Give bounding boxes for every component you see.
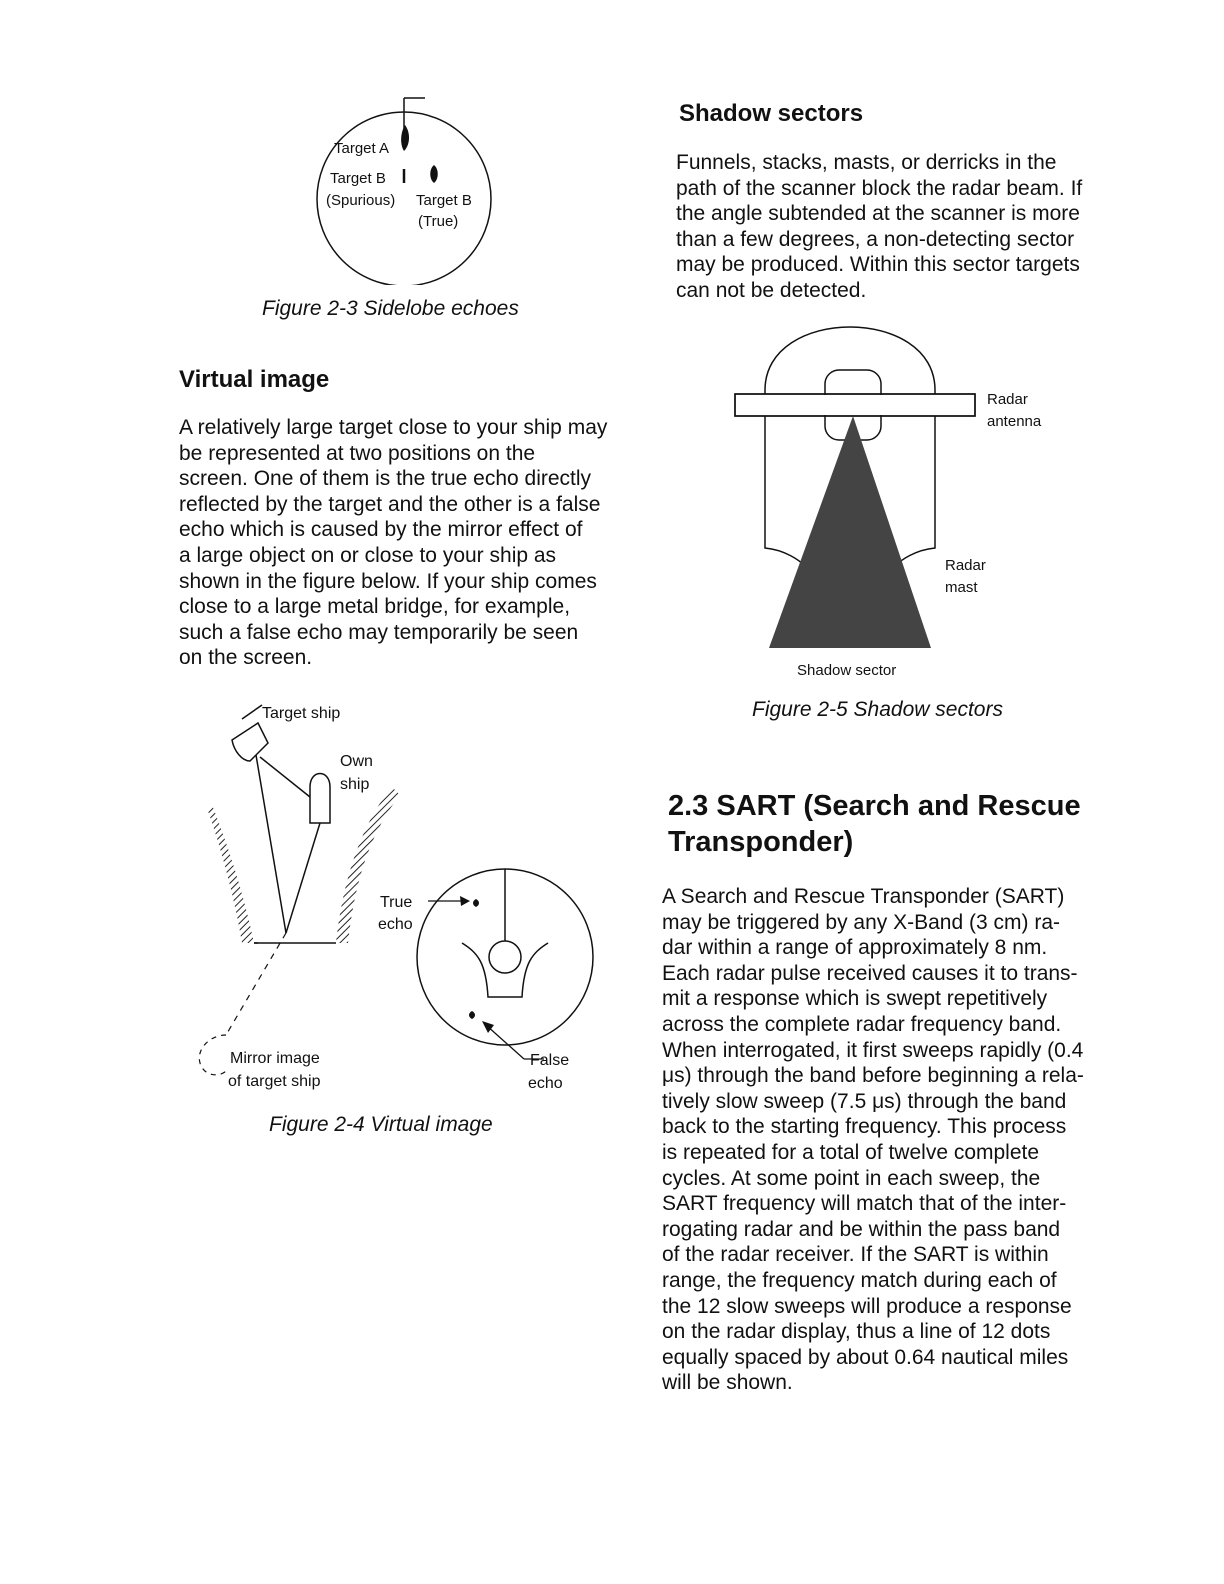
- text-line: Each radar pulse received causes it to trans-: [662, 961, 1078, 985]
- text-line: tively slow sweep (7.5 μs) through the band: [662, 1089, 1067, 1113]
- own-ship-marker: [489, 941, 521, 973]
- direct-path: [260, 757, 310, 797]
- label-own: Own: [340, 753, 373, 770]
- text-line: A relatively large target close to your ship may: [179, 416, 608, 439]
- label-true-echo: echo: [378, 916, 413, 933]
- label-false-echo: echo: [528, 1075, 563, 1092]
- text-line: than a few degrees, a non-detecting sector: [676, 227, 1075, 251]
- text-line: dar within a range of approximately 8 nm.: [662, 936, 1048, 960]
- text-line: mit a response which is swept repetitively: [662, 987, 1048, 1011]
- text-line: SART frequency will match that of the inter-: [662, 1192, 1067, 1216]
- text-line: such a false echo may temporarily be seen: [179, 620, 579, 644]
- label-radar-mast: Radar: [945, 557, 986, 574]
- figure-2-5-caption: Figure 2-5 Shadow sectors: [752, 698, 1003, 721]
- text-line: a large object on or close to your ship as: [179, 543, 557, 567]
- text-line: of the radar receiver. If the SART is within: [662, 1243, 1049, 1267]
- own-ship-icon: [310, 774, 330, 824]
- text-line: may be produced. Within this sector targets: [676, 253, 1080, 277]
- sart-heading: [668, 788, 1081, 860]
- label-mirror-image: Mirror image: [230, 1050, 320, 1067]
- mirror-dashed-path: [226, 933, 286, 1035]
- target-a-echo: [401, 125, 409, 151]
- reflection-path: [256, 755, 286, 933]
- text-line: on the screen.: [179, 646, 313, 670]
- label-of-target-ship: of target ship: [228, 1073, 321, 1090]
- label-target-ship: Target ship: [262, 705, 341, 722]
- virtual-image-heading: Virtual image: [179, 366, 330, 393]
- figure-2-3-caption: Figure 2-3 Sidelobe echoes: [262, 297, 519, 320]
- text-line: cycles. At some point in each sweep, the: [662, 1166, 1041, 1190]
- text-line: be represented at two positions on the: [179, 441, 536, 465]
- label-true: True: [380, 894, 413, 911]
- text-line: path of the scanner block the radar beam. If: [676, 176, 1083, 200]
- mirror-image-ship-icon: [199, 1035, 226, 1075]
- label-target-a: Target A: [334, 140, 390, 157]
- sart-heading-line: Transponder): [668, 826, 854, 858]
- text-line: When interrogated, it first sweeps rapidly (0.4: [662, 1038, 1084, 1062]
- text-line: back to the starting frequency. This process: [662, 1115, 1067, 1139]
- text-line: A Search and Rescue Transponder (SART): [662, 885, 1065, 908]
- text-line: μs) through the band before beginning a rela-: [662, 1064, 1084, 1088]
- virtual-image-paragraph: [179, 415, 629, 671]
- shadow-sectors-paragraph: [676, 150, 1126, 304]
- label-target-b-true: Target B: [416, 192, 472, 209]
- label-target-b-spurious: Target B: [330, 170, 386, 187]
- text-line: may be triggered by any X-Band (3 cm) ra-: [662, 910, 1060, 934]
- text-line: reflected by the target and the other is a false: [179, 492, 601, 516]
- text-line: is repeated for a total of twelve complete: [662, 1140, 1040, 1164]
- shadow-sectors-heading: Shadow sectors: [679, 100, 864, 127]
- text-line: rogating radar and be within the pass band: [662, 1217, 1061, 1241]
- true-echo-dot: [473, 899, 479, 907]
- false-echo-arrow: [486, 1025, 524, 1059]
- text-line: the 12 slow sweeps will produce a response: [662, 1294, 1072, 1318]
- text-line: on the radar display, thus a line of 12 dots: [662, 1320, 1051, 1344]
- text-line: close to a large metal bridge, for example,: [179, 595, 571, 619]
- label-radar: Radar: [987, 391, 1028, 408]
- text-line: equally spaced by about 0.64 nautical miles: [662, 1345, 1069, 1369]
- reflection-path: [286, 823, 320, 933]
- label-spurious: (Spurious): [326, 192, 396, 209]
- text-line: will be shown.: [662, 1371, 793, 1395]
- figure-2-4-virtual-image-diagram: [170, 695, 610, 1100]
- text-line: screen. One of them is the true echo directly: [179, 467, 592, 491]
- text-line: across the complete radar frequency band.: [662, 1012, 1062, 1036]
- text-line: shown in the figure below. If your ship comes: [179, 569, 597, 593]
- text-line: can not be detected.: [676, 278, 867, 302]
- label-ship: ship: [340, 776, 370, 793]
- figure-2-5-shadow-sector-diagram: [725, 318, 1065, 688]
- sart-paragraph: [662, 884, 1122, 1396]
- text-line: the angle subtended at the scanner is more: [676, 202, 1080, 226]
- text-line: echo which is caused by the mirror effect of: [179, 518, 583, 542]
- text-line: Funnels, stacks, masts, or derricks in the: [676, 151, 1057, 174]
- figure-2-4-caption: Figure 2-4 Virtual image: [269, 1113, 493, 1136]
- label-true: (True): [418, 213, 459, 230]
- target-b-true-echo: [430, 165, 438, 183]
- bridge-echo: [462, 943, 548, 997]
- left-bank: [208, 805, 254, 943]
- false-echo-dot: [469, 1011, 475, 1019]
- label-false: False: [530, 1052, 570, 1069]
- label-mast: mast: [945, 579, 978, 596]
- label-antenna: antenna: [987, 413, 1042, 430]
- figure-2-3-sidelobe-diagram: [300, 95, 510, 285]
- sart-heading-line: 2.3 SART (Search and Rescue: [668, 790, 1081, 822]
- text-line: range, the frequency match during each of: [662, 1268, 1057, 1292]
- label-shadow-sector: Shadow sector: [797, 662, 897, 679]
- shadow-sector-cone: [769, 416, 931, 648]
